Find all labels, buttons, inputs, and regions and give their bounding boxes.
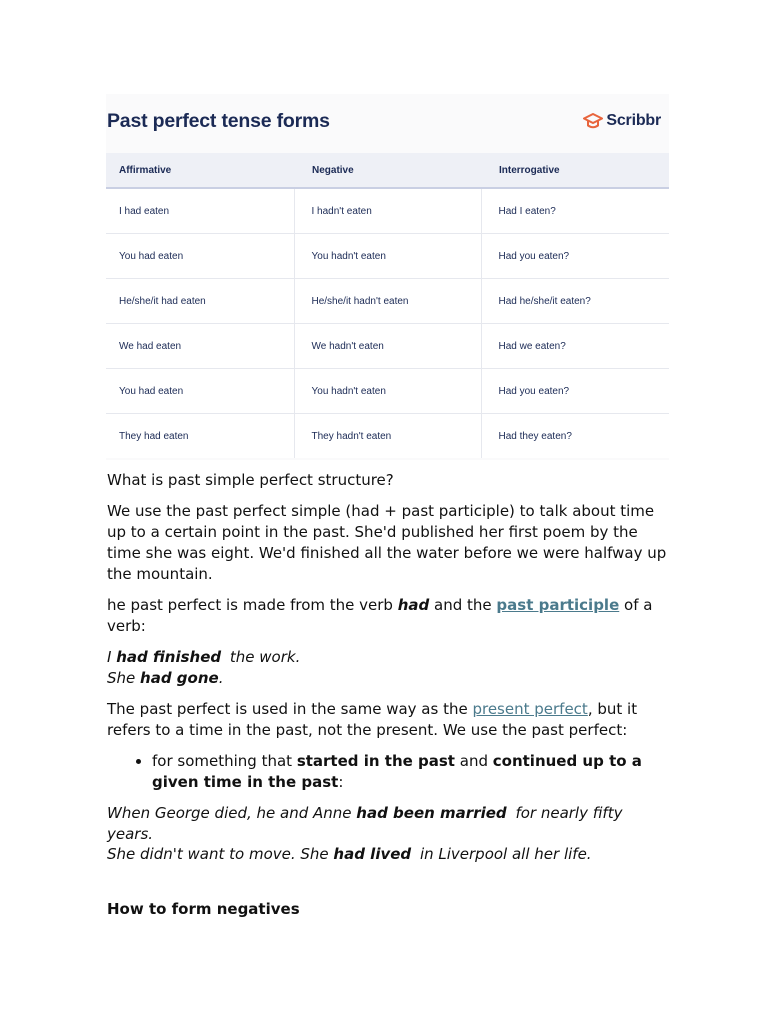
table-cell: Had you eaten? xyxy=(481,369,669,414)
table-cell: Had he/she/it eaten? xyxy=(481,279,669,324)
table-cell: I had eaten xyxy=(106,188,294,234)
text-span: . xyxy=(218,668,224,687)
text-span: : xyxy=(338,772,344,791)
text-span: in Liverpool all her life. xyxy=(419,845,592,864)
forms-table xyxy=(106,153,669,458)
table-cell: You had eaten xyxy=(106,369,294,414)
text-span: She xyxy=(107,668,141,687)
table-row xyxy=(106,234,669,279)
bold-phrase: continued up to a given time in the past xyxy=(152,751,642,791)
formation-paragraph xyxy=(107,595,667,637)
table-cell: You hadn't eaten xyxy=(294,234,481,279)
table-cell: You hadn't eaten xyxy=(294,369,481,414)
examples-block xyxy=(107,803,667,865)
graduation-cap-icon xyxy=(583,112,603,130)
examples-block xyxy=(107,647,667,689)
table-cell: We had eaten xyxy=(106,324,294,369)
list-item xyxy=(152,751,667,793)
table-cell: They had eaten xyxy=(106,414,294,459)
table-cell: Had they eaten? xyxy=(481,414,669,459)
text-span: She didn't want to move. She xyxy=(107,845,334,864)
past-perfect-forms-figure xyxy=(106,94,669,460)
table-row xyxy=(106,188,669,234)
question-line: What is past simple perfect structure? xyxy=(107,471,394,489)
text-span: and the xyxy=(429,595,497,614)
text-span: for nearly fifty years. xyxy=(107,803,623,843)
text-span: When George died, he and Anne xyxy=(107,803,357,822)
header-negative: Negative xyxy=(294,153,481,188)
text-span: of a verb: xyxy=(107,595,653,635)
table-row xyxy=(106,369,669,414)
table-row xyxy=(106,414,669,459)
text-span: for something that xyxy=(152,751,297,770)
table-cell: Had we eaten? xyxy=(481,324,669,369)
scribbr-logo xyxy=(583,112,661,130)
emphasis-had: had xyxy=(397,595,430,614)
past-participle-link[interactable]: past participle xyxy=(496,595,620,614)
table-cell: Had you eaten? xyxy=(481,234,669,279)
article-body xyxy=(107,470,667,931)
table-row xyxy=(106,324,669,369)
text-span: he past perfect is made from the verb xyxy=(107,595,398,614)
header-affirmative: Affirmative xyxy=(106,153,294,188)
table-cell: Had I eaten? xyxy=(481,188,669,234)
figure-title: Past perfect tense forms xyxy=(107,110,330,132)
text-span: , but it refers to a time in the past, not the present. We use the past perfect: xyxy=(107,699,638,739)
example-bold: had lived xyxy=(333,845,412,864)
brand-name: Scribbr xyxy=(606,112,661,129)
table-cell: He/she/it hadn't eaten xyxy=(294,279,481,324)
text-span: the work. xyxy=(229,647,301,666)
intro-paragraph: We use the past perfect simple (had + past participle) to talk about time up to a certain point in the past. She'd published her first poem by the time she was eight. We'd finished all the water before we were halfway up the mountain. xyxy=(107,502,667,583)
table-cell: He/she/it had eaten xyxy=(106,279,294,324)
table-cell: We hadn't eaten xyxy=(294,324,481,369)
table-cell: I hadn't eaten xyxy=(294,188,481,234)
header-interrogative: Interrogative xyxy=(481,153,669,188)
table-cell: They hadn't eaten xyxy=(294,414,481,459)
usage-paragraph xyxy=(107,699,667,741)
text-span: I xyxy=(107,647,117,666)
table-row xyxy=(106,279,669,324)
present-perfect-link[interactable]: present perfect xyxy=(472,699,588,718)
example-bold: had gone xyxy=(140,668,219,687)
example-bold: had been married xyxy=(356,803,507,822)
text-span: The past perfect is used in the same way as the xyxy=(107,699,473,718)
example-bold: had finished xyxy=(116,647,222,666)
spacer xyxy=(107,875,667,899)
usage-list xyxy=(107,751,667,793)
table-cell: You had eaten xyxy=(106,234,294,279)
table-header-row xyxy=(106,153,669,188)
bold-phrase: started in the past xyxy=(296,751,455,770)
section-heading: How to form negatives xyxy=(107,900,300,919)
text-span: and xyxy=(454,751,493,770)
